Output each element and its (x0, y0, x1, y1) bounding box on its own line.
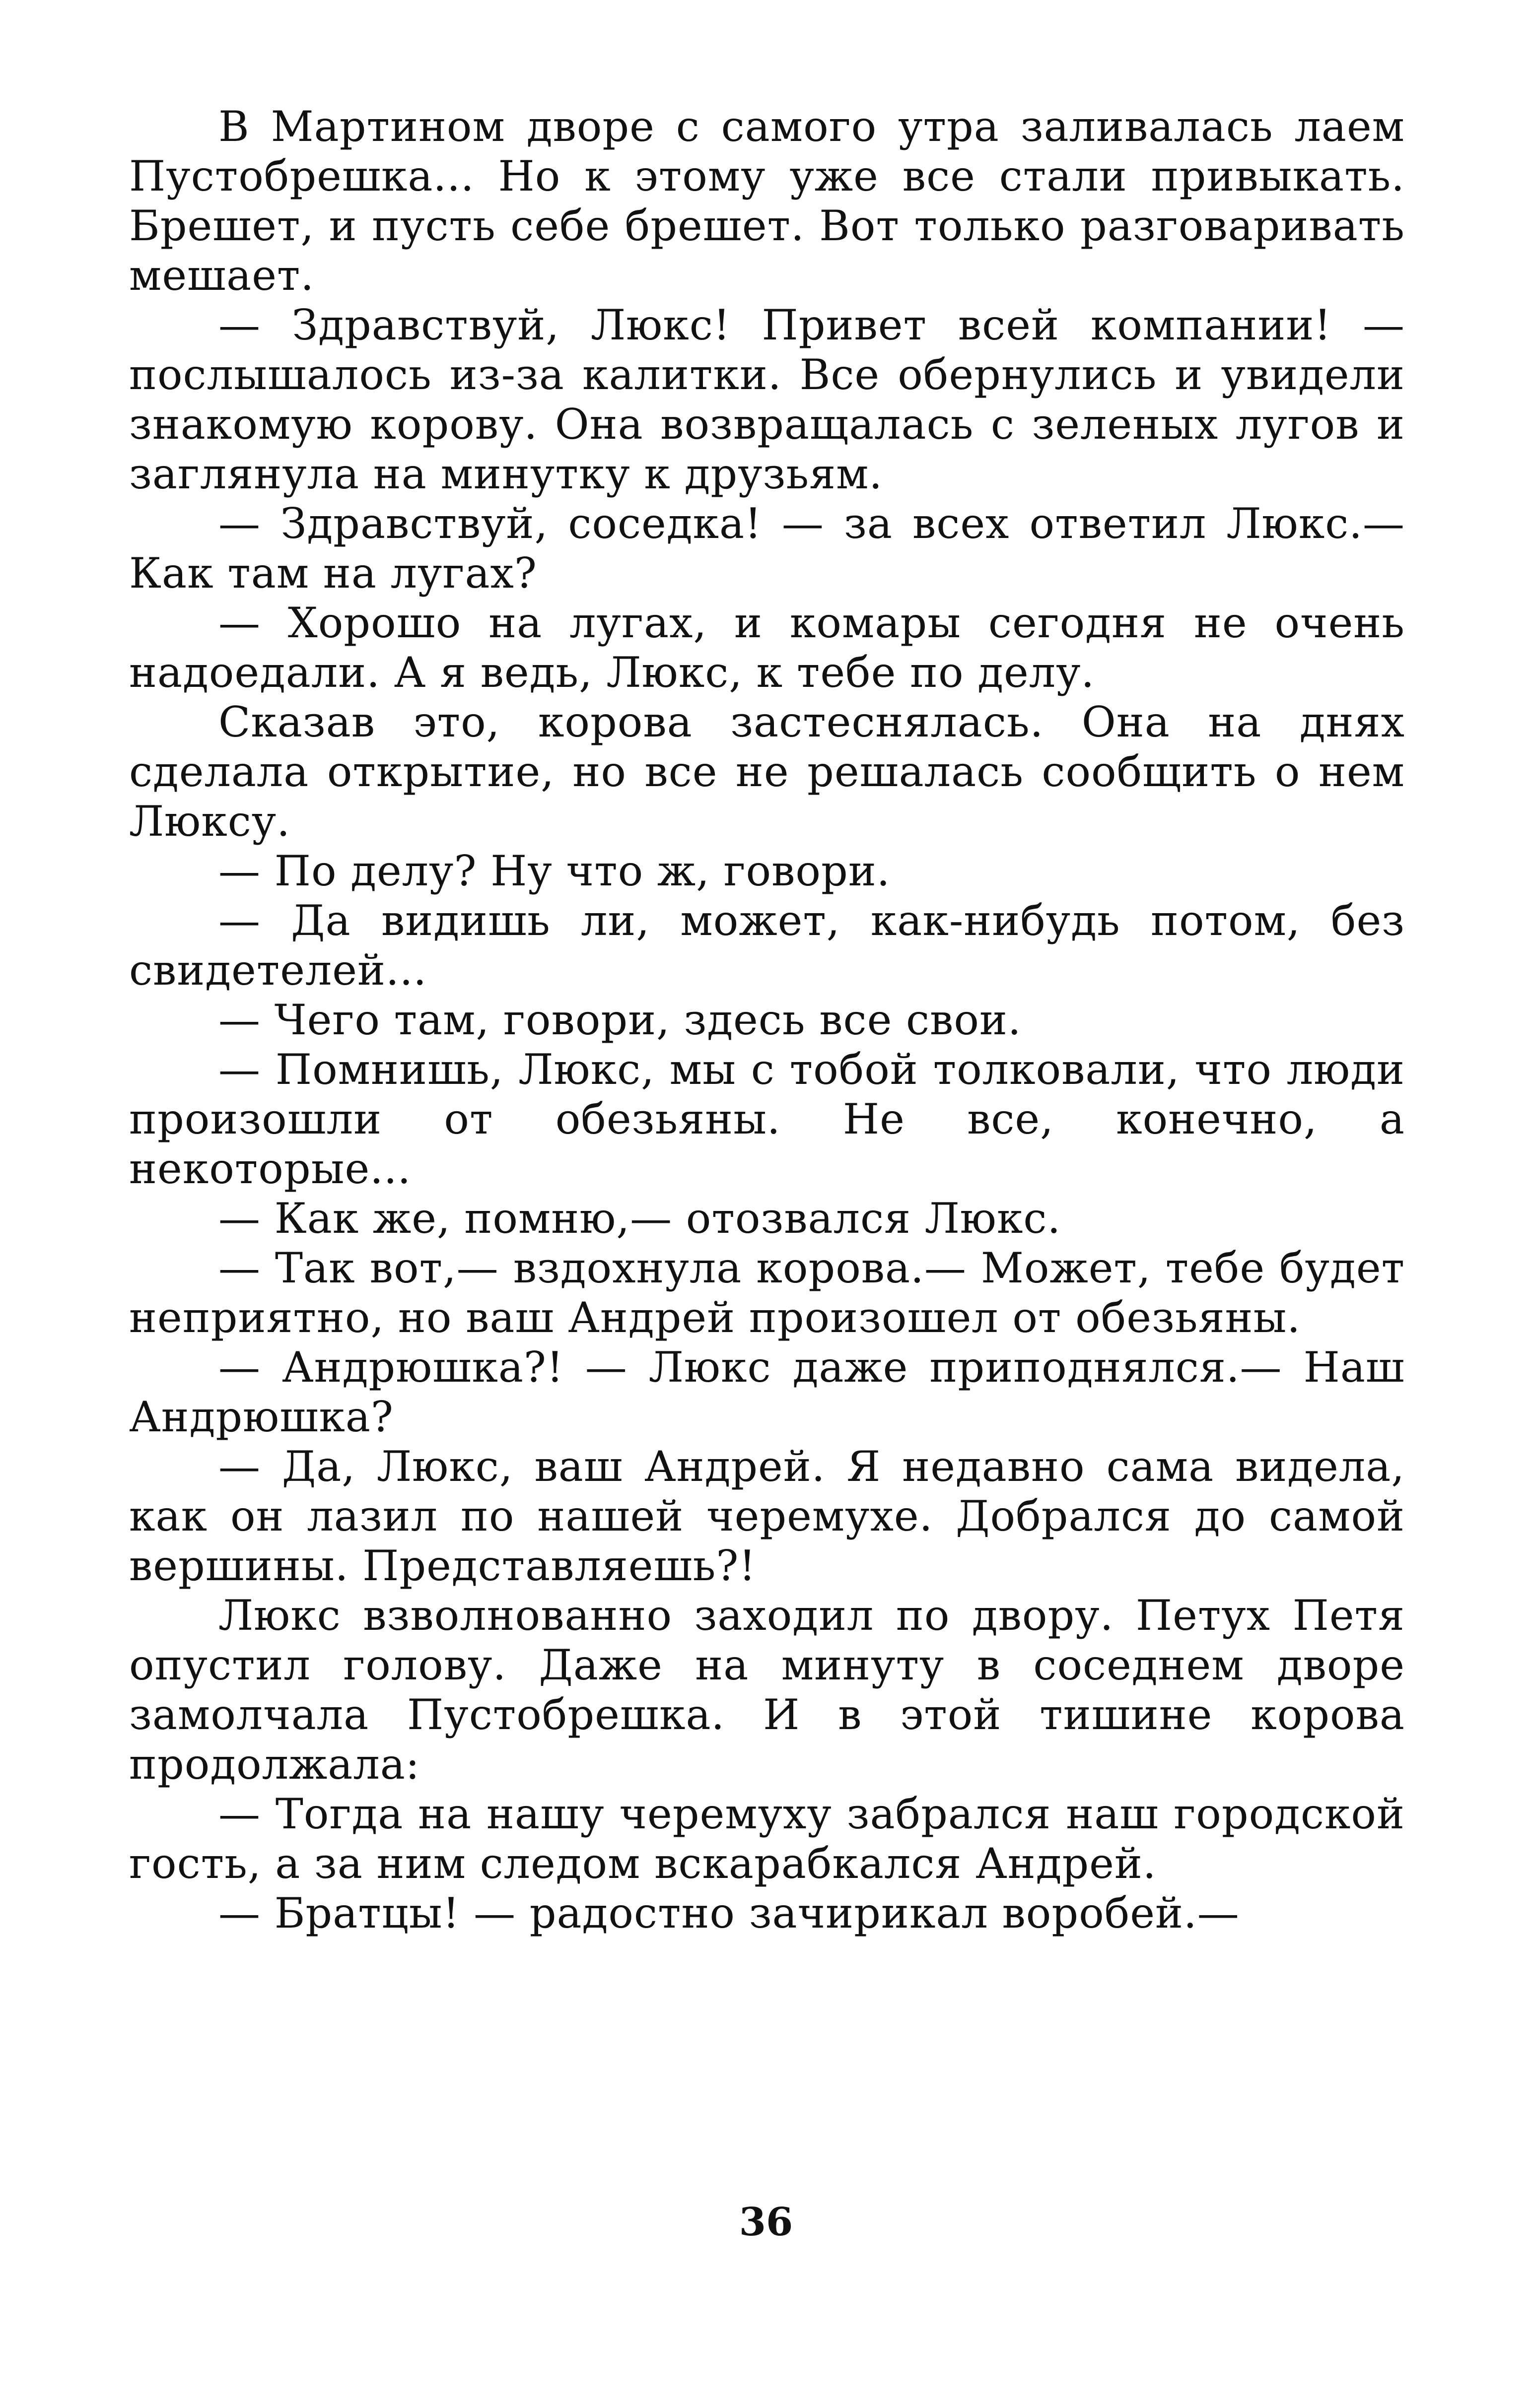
page-number: 36 (739, 2200, 793, 2245)
paragraph: — Хорошо на лугах, и комары сегодня не очень надоедали. А я ведь, Люкс, к тебе по делу. (129, 599, 1405, 697)
paragraph: Сказав это, корова застеснялась. Она на днях сделала открытие, но все не решалась сообщить о нем Люксу. (129, 698, 1405, 846)
paragraph: — Да, Люкс, ваш Андрей. Я недавно сама видела, как он лазил по нашей черемухе. Добрался до самой вершины. Представляешь?! (129, 1442, 1405, 1590)
paragraph: — Как же, помню,— отозвался Люкс. (218, 1194, 1061, 1243)
paragraph: — По делу? Ну что ж, говори. (218, 847, 891, 895)
paragraph: — Братцы! — радостно зачирикал воробей.— (218, 1889, 1240, 1938)
paragraph: — Здравствуй, Люкс! Привет всей компании! — послышалось из-за калитки. Все обернулись и увидели знакомую корову. Она возвращалась с зеленых лугов и заглянула на минутку к друзьям. (129, 301, 1405, 498)
text-block (129, 102, 1405, 1938)
paragraph: — Тогда на нашу черемуху забрался наш городской гость, а за ним следом вскарабкался Андрей. (129, 1790, 1405, 1888)
paragraph: — Здравствуй, соседка! — за всех ответил Люкс.— Как там на лугах? (129, 499, 1405, 598)
paragraph: — Да видишь ли, может, как-нибудь потом, без свидетелей... (129, 896, 1405, 995)
paragraph: В Мартином дворе с самого утра заливалась лаем Пустобрешка... Но к этому уже все стали привыкать. Брешет, и пусть себе брешет. Вот только разговаривать мешает. (129, 102, 1405, 300)
paragraph: — Чего там, говори, здесь все свои. (218, 996, 1022, 1044)
paragraph: — Андрюшка?! — Люкс даже приподнялся.— Наш Андрюшка? (129, 1343, 1405, 1441)
paragraph: — Помнишь, Люкс, мы с тобой толковали, что люди произошли от обезьяны. Не все, конечно, а некоторые... (129, 1045, 1405, 1193)
paragraph: Люкс взволнованно заходил по двору. Петух Петя опустил голову. Даже на минуту в соседнем дворе замолчала Пустобрешка. И в этой тишине корова продолжала: (129, 1591, 1405, 1789)
paragraph: — Так вот,— вздохнула корова.— Может, тебе будет неприятно, но ваш Андрей произошел от обезьяны. (129, 1244, 1405, 1342)
